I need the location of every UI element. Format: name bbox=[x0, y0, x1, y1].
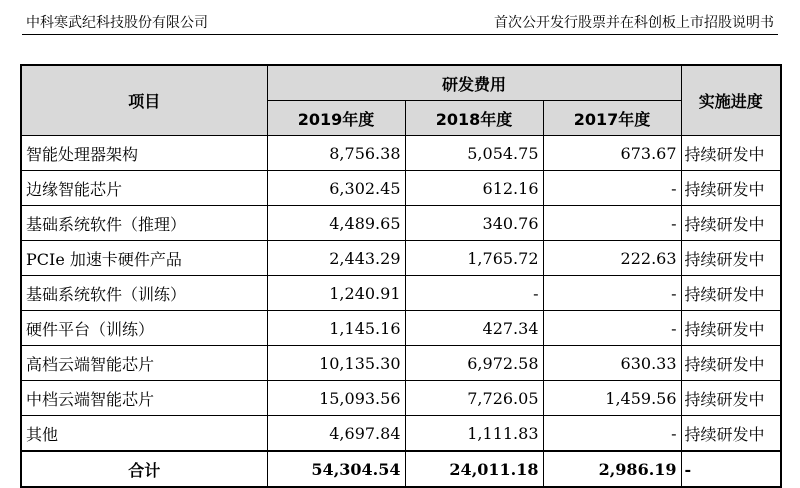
expense-2019-cell: 2,443.29 bbox=[267, 241, 405, 276]
progress-cell: - bbox=[681, 451, 781, 487]
expense-2018-cell: 24,011.18 bbox=[405, 451, 543, 487]
project-name-cell: 其他 bbox=[21, 416, 267, 452]
expense-2018-cell: - bbox=[405, 276, 543, 311]
progress-cell: 持续研发中 bbox=[681, 171, 781, 206]
expense-2017-cell: - bbox=[543, 311, 681, 346]
project-name-cell: 智能处理器架构 bbox=[21, 136, 267, 171]
header-rd-expense: 研发费用 bbox=[267, 65, 681, 101]
expense-2018-cell: 1,765.72 bbox=[405, 241, 543, 276]
table-row bbox=[21, 346, 781, 381]
project-name-cell: 边缘智能芯片 bbox=[21, 171, 267, 206]
table-row bbox=[21, 311, 781, 346]
expense-2017-cell: 673.67 bbox=[543, 136, 681, 171]
document-title: 首次公开发行股票并在科创板上市招股说明书 bbox=[494, 15, 774, 31]
company-name: 中科寒武纪科技股份有限公司 bbox=[26, 15, 208, 31]
expense-2018-cell: 340.76 bbox=[405, 206, 543, 241]
table-row bbox=[21, 241, 781, 276]
expense-2019-cell: 6,302.45 bbox=[267, 171, 405, 206]
progress-cell: 持续研发中 bbox=[681, 136, 781, 171]
table-row bbox=[21, 276, 781, 311]
expense-2018-cell: 427.34 bbox=[405, 311, 543, 346]
header-year-2017: 2017年度 bbox=[543, 101, 681, 136]
expense-2017-cell: 222.63 bbox=[543, 241, 681, 276]
project-name-cell: 硬件平台（训练） bbox=[21, 311, 267, 346]
header-year-2019: 2019年度 bbox=[267, 101, 405, 136]
expense-2019-cell: 1,145.16 bbox=[267, 311, 405, 346]
rd-expense-table bbox=[20, 64, 782, 488]
expense-2017-cell: 630.33 bbox=[543, 346, 681, 381]
progress-cell: 持续研发中 bbox=[681, 311, 781, 346]
table-row bbox=[21, 206, 781, 241]
progress-cell: 持续研发中 bbox=[681, 276, 781, 311]
progress-cell: 持续研发中 bbox=[681, 346, 781, 381]
project-name-cell: 基础系统软件（训练） bbox=[21, 276, 267, 311]
table-row bbox=[21, 171, 781, 206]
expense-2018-cell: 1,111.83 bbox=[405, 416, 543, 452]
expense-2017-cell: - bbox=[543, 276, 681, 311]
expense-2019-cell: 15,093.56 bbox=[267, 381, 405, 416]
expense-2018-cell: 6,972.58 bbox=[405, 346, 543, 381]
expense-2017-cell: 1,459.56 bbox=[543, 381, 681, 416]
header-progress: 实施进度 bbox=[681, 65, 781, 136]
progress-cell: 持续研发中 bbox=[681, 206, 781, 241]
expense-2019-cell: 8,756.38 bbox=[267, 136, 405, 171]
table-row bbox=[21, 136, 781, 171]
project-name-cell: PCIe 加速卡硬件产品 bbox=[21, 241, 267, 276]
project-name-cell: 基础系统软件（推理） bbox=[21, 206, 267, 241]
expense-2017-cell: - bbox=[543, 206, 681, 241]
project-name-cell: 合计 bbox=[21, 451, 267, 487]
expense-2019-cell: 10,135.30 bbox=[267, 346, 405, 381]
progress-cell: 持续研发中 bbox=[681, 416, 781, 452]
expense-2018-cell: 7,726.05 bbox=[405, 381, 543, 416]
header-item: 项目 bbox=[21, 65, 267, 136]
project-name-cell: 中档云端智能芯片 bbox=[21, 381, 267, 416]
expense-2019-cell: 4,697.84 bbox=[267, 416, 405, 452]
progress-cell: 持续研发中 bbox=[681, 381, 781, 416]
expense-2017-cell: 2,986.19 bbox=[543, 451, 681, 487]
table-row bbox=[21, 381, 781, 416]
project-name-cell: 高档云端智能芯片 bbox=[21, 346, 267, 381]
table-row bbox=[21, 416, 781, 452]
expense-2019-cell: 54,304.54 bbox=[267, 451, 405, 487]
expense-2017-cell: - bbox=[543, 416, 681, 452]
expense-2018-cell: 612.16 bbox=[405, 171, 543, 206]
header-year-2018: 2018年度 bbox=[405, 101, 543, 136]
page-header bbox=[0, 0, 800, 36]
expense-2019-cell: 1,240.91 bbox=[267, 276, 405, 311]
header-divider bbox=[22, 34, 778, 35]
progress-cell: 持续研发中 bbox=[681, 241, 781, 276]
expense-2017-cell: - bbox=[543, 171, 681, 206]
expense-2019-cell: 4,489.65 bbox=[267, 206, 405, 241]
expense-2018-cell: 5,054.75 bbox=[405, 136, 543, 171]
total-row bbox=[21, 451, 781, 487]
